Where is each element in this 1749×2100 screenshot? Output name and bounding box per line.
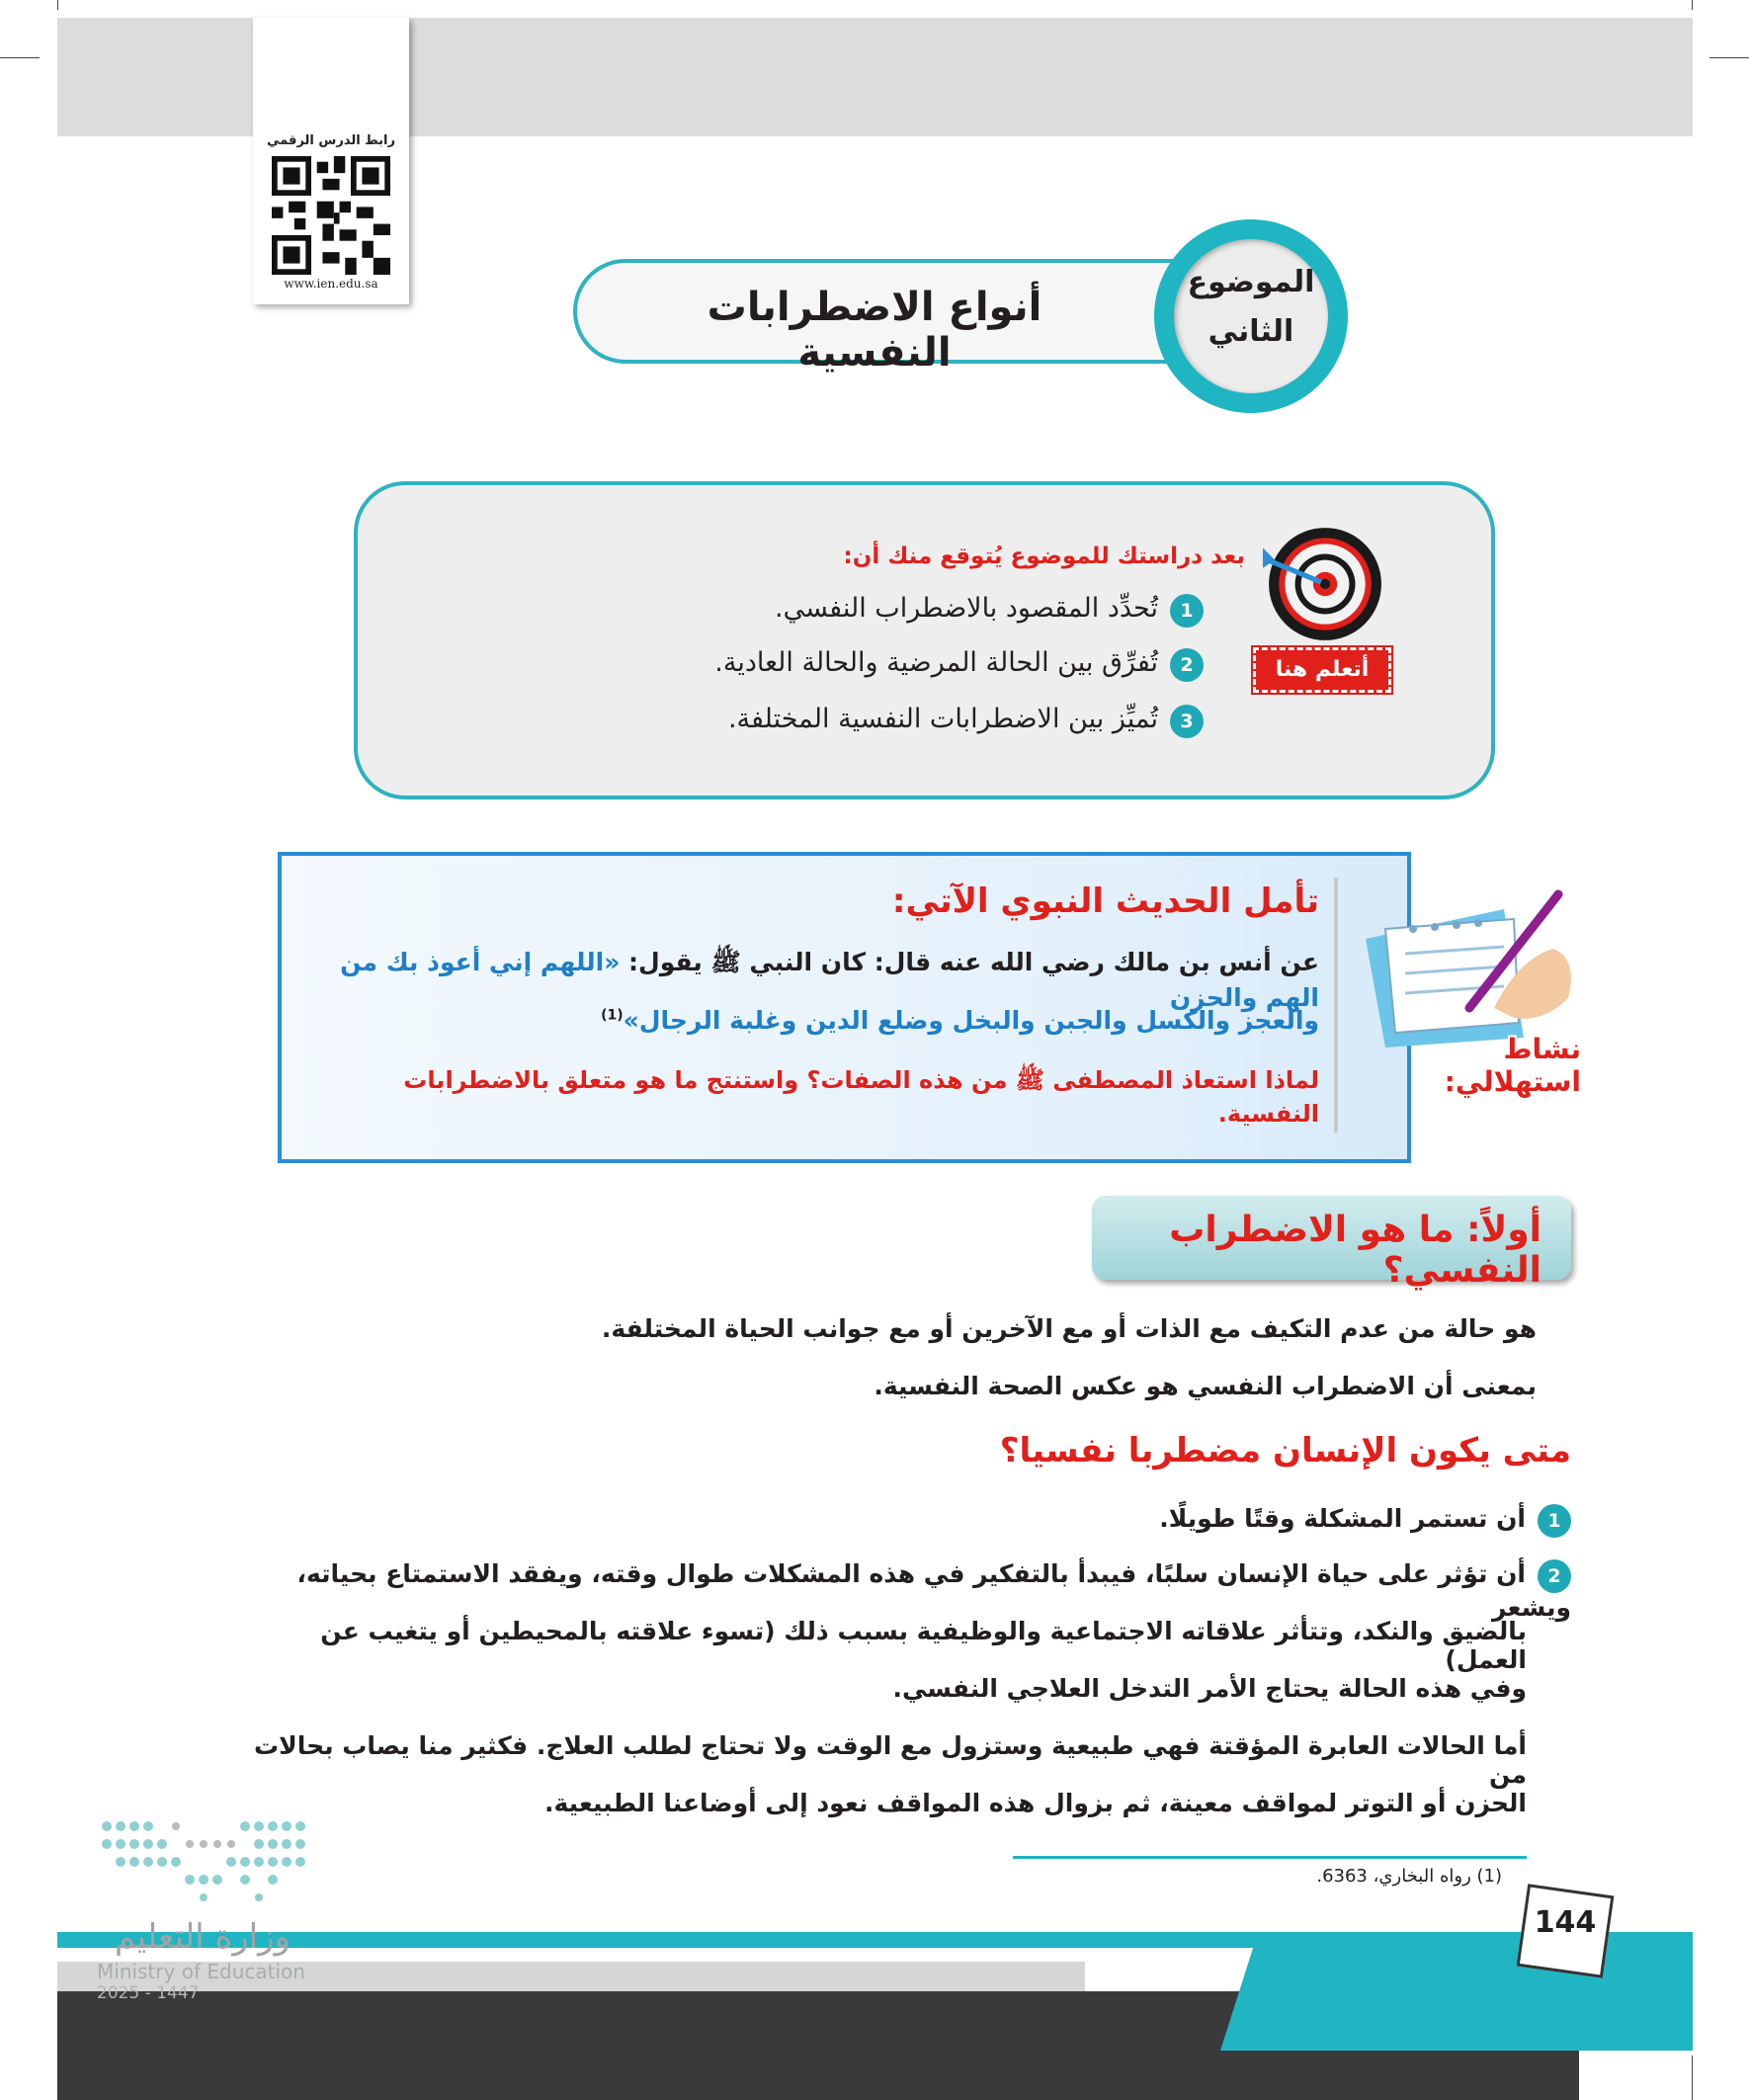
paragraph-line: أما الحالات العابرة المؤقتة فهي طبيعية وستزول مع الوقت ولا تحتاج لطلب العلاج. فكثير منا يصاب بحالات من: [254, 1731, 1527, 1789]
crop-mark: [1709, 57, 1749, 58]
crop-mark: [1692, 2056, 1693, 2100]
ministry-name-arabic: وزارة التعليم: [115, 1917, 291, 1957]
activity-question: لماذا استعاذ المصطفى ﷺ من هذه الصفات؟ واستنتج ما هو متعلق بالاضطرابات النفسية.: [403, 1066, 1319, 1128]
ministry-name-english: Ministry of Education: [97, 1960, 305, 1983]
topic-badge-label: الموضوع: [1187, 265, 1315, 299]
objective-text: تُميِّز بين الاضطرابات النفسية المختلفة.: [727, 704, 1158, 734]
hadith-line-1: [296, 947, 1319, 1012]
objectives-intro: بعد دراستك للموضوع يُتوقع منك أن:: [843, 544, 1245, 569]
crop-mark: [57, 0, 58, 10]
qr-label: رابط الدرس الرقمي: [267, 133, 395, 148]
page-title: أنواع الاضطرابات النفسية: [707, 285, 1042, 376]
learn-here-stamp: أتعلم هنا: [1253, 647, 1391, 693]
activity-heading: تأمل الحديث النبوي الآتي:: [891, 882, 1319, 921]
qr-code-icon[interactable]: [272, 156, 390, 275]
list-item-text: أن تؤثر على حياة الإنسان سلبًا، فيبدأ بالتفكير في هذه المشكلات طوال وقته، ويفقد الاستمتاع بحياته، ويشعر: [296, 1559, 1571, 1622]
footnote: (1) رواه البخاري، 6363.: [1316, 1866, 1502, 1887]
list-item: [553, 647, 1204, 682]
number-badge: 2: [1538, 1559, 1571, 1593]
paragraph: هو حالة من عدم التكيف مع الذات أو مع الآخرين أو مع جوانب الحياة المختلفة.: [601, 1314, 1537, 1343]
qr-url[interactable]: www.ien.edu.sa: [284, 277, 378, 291]
ministry-logo-icon: [97, 1816, 314, 1907]
dartboard-icon: [1263, 524, 1383, 644]
ministry-year: 2025 - 1447: [97, 1983, 200, 2003]
subsection-heading: متى يكون الإنسان مضطربا نفسيا؟: [999, 1431, 1571, 1470]
list-item: [242, 1559, 1571, 1622]
hadith-line-2: [296, 1006, 1319, 1035]
footnote-ref[interactable]: (1): [601, 1007, 624, 1024]
hadith-quote-end: والعجز والكسل والجبن والبخل وضلع الدين وغلبة الرجال»: [623, 1006, 1319, 1035]
number-badge: 1: [1538, 1504, 1571, 1538]
hadith-narration: عن أنس بن مالك رضي الله عنه قال: كان النبي ﷺ يقول:: [620, 948, 1319, 976]
crop-mark: [1692, 0, 1693, 10]
paragraph: بمعنى أن الاضطراب النفسي هو عكس الصحة النفسية.: [874, 1372, 1537, 1400]
objective-text: تُفرِّق بين الحالة المرضية والحالة العادية.: [714, 647, 1158, 678]
paragraph-line: بالضيق والنكد، وتتأثر علاقاته الاجتماعية والوظيفية بسبب ذلك (تسوء علاقته بالمحيطين أو يتغيب عن العمل): [320, 1617, 1527, 1674]
number-badge: 3: [1170, 705, 1204, 738]
footer-band-teal-corner: [1220, 1932, 1693, 2051]
topic-badge-number: الثاني: [1208, 314, 1294, 349]
number-badge: 1: [1170, 594, 1204, 628]
activity-label: نشاط استهلالي:: [1444, 1033, 1581, 1098]
page-number: 144: [1534, 1905, 1597, 1940]
paragraph-line: وفي هذه الحالة يحتاج الأمر التدخل العلاجي النفسي.: [892, 1674, 1527, 1703]
paragraph-line: الحزن أو التوتر لمواقف معينة، ثم بزوال هذه المواقف نعود إلى أوضاعنا الطبيعية.: [543, 1789, 1527, 1817]
list-item-text: أن تستمر المشكلة وقتًا طويلًا.: [1159, 1504, 1526, 1533]
list-item: [553, 704, 1204, 738]
objective-text: تُحدِّد المقصود بالاضطراب النفسي.: [774, 593, 1158, 624]
number-badge: 2: [1170, 648, 1204, 682]
divider: [1334, 878, 1338, 1133]
crop-mark: [0, 57, 40, 58]
list-item: [692, 1504, 1571, 1538]
list-item: [553, 593, 1204, 628]
footnote-rule: [1013, 1856, 1527, 1859]
hadith-quote-start: «اللهم إني أعوذ بك من الهم والحزن: [340, 948, 1319, 1012]
section-title: أولاً: ما هو الاضطراب النفسي؟: [1169, 1210, 1541, 1291]
